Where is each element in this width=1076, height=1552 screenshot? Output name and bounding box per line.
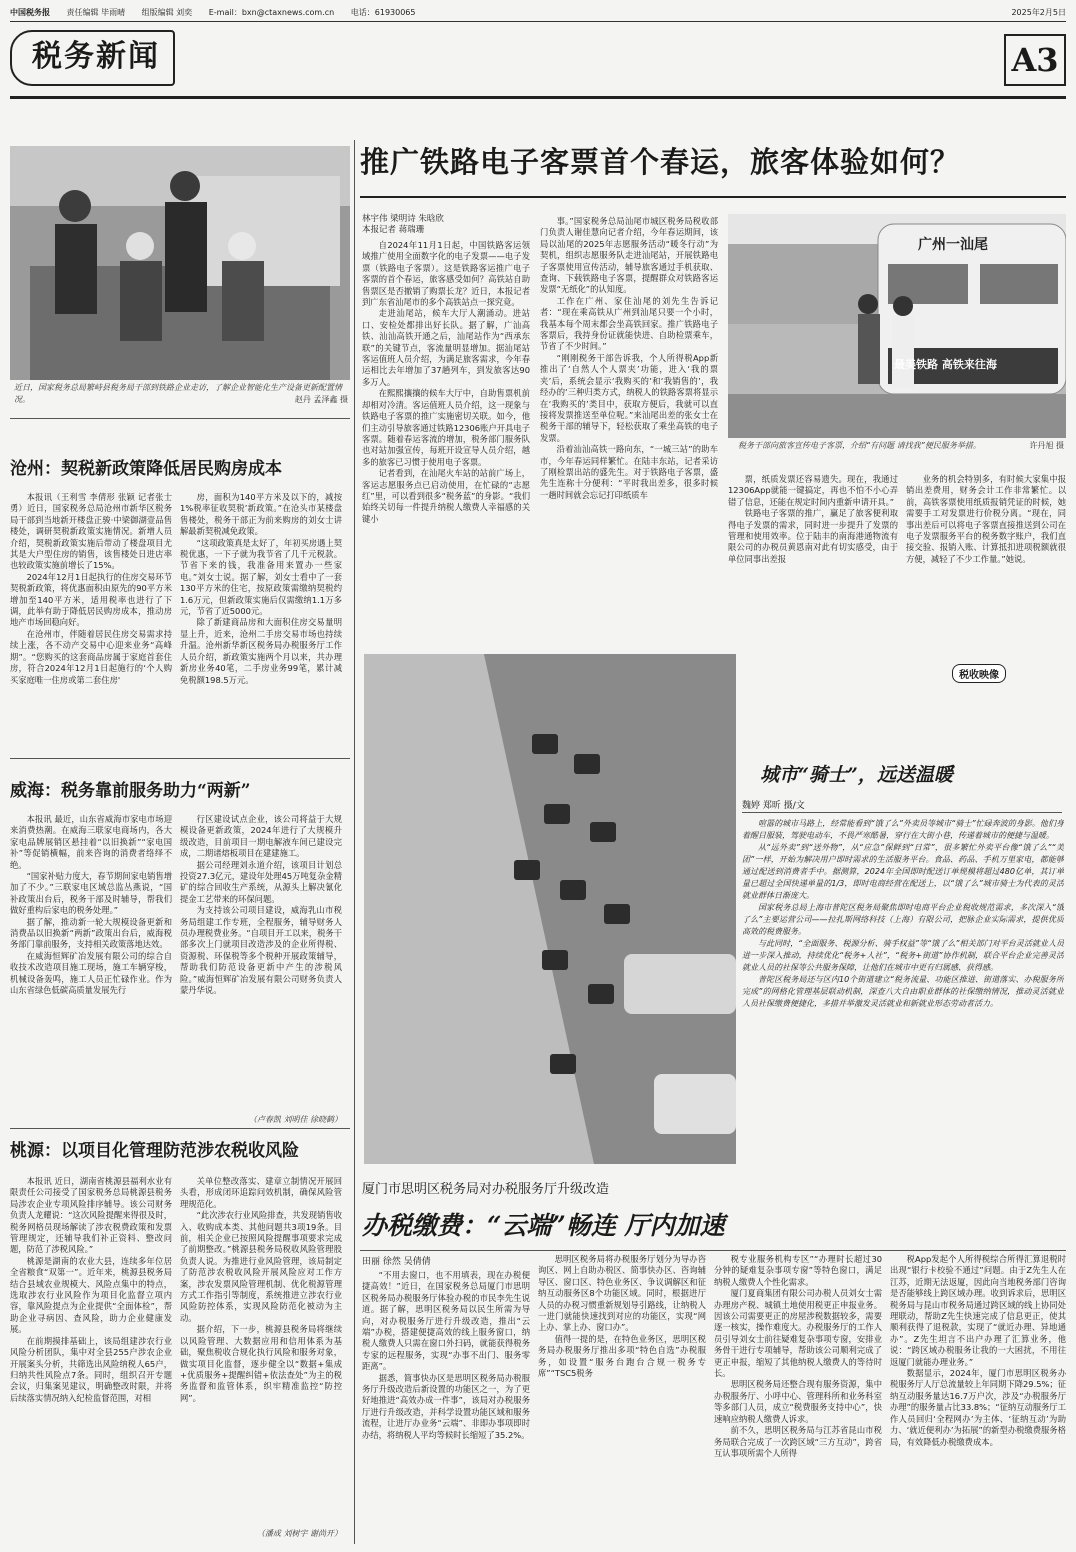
paragraph: “国家补贴力度大，春节期间家电销售增加了不少。”三联家电区域总监丛燕说，“国补政策出台后，税务干部及时辅导，帮我们做好重构后家电的税务处理。” (10, 871, 172, 916)
rail-col2 (540, 216, 718, 598)
rail-col3 (728, 474, 898, 598)
paragraph: “刚刚税务干部告诉我，个人所得税App新推出了‘自然人个人票夹’功能，进入‘我的票夹’后，系统会显示‘我购买的’和‘我销售的’，我经办的‘三种归类方式，纳税人的铁路客票将显示在‘我购买的’类目中，获取方便后，我就可以直接将发票推送至单位呢。”来汕尾出差的张女士在税务干部的辅导下，轻松获取了乘坐高铁的电子发票。 (540, 352, 718, 443)
section-title: 税务新闻 (10, 30, 175, 86)
weihai-headline: 威海：税务靠前服务助力“两新” (10, 781, 251, 801)
rail-authors: 林宇伟 梁明诗 朱晗欣 (362, 214, 444, 224)
paragraph: 记者看到，在汕尾火车站的站前广场上，客运志愿服务点已启动使用，在忙碌的“志愿红”里，可以看到很多“税务蓝”的身影。“我们始终关切每一件提升纳税人缴费人幸福感的关键小 (362, 468, 530, 524)
paragraph: 数据显示，2024年，厦门市思明区税务办税服务厅人厅总流量较上年同期下降29.5%；征纳互动服务量达16.7万户次，涉及“办税服务厅办理”的服务量占比33.8%；“征纳互动服务厅工作人员回归‘全程网办’为主体、‘征纳互动’为助力、‘就近便利办’为拓展”的新型办税缴费服务格局，有效降低办税缴费成本。 (890, 1368, 1066, 1447)
paragraph: 业务的机会特别多，有时候大家集中报销出差费用，财务会计工作非常繁忙。以前，高铁客票使用纸质报销凭证的时候，她需要手工对发票进行价税分离。“现在，同事出差后可以将电子客票直接推送到公司在电子发票服务平台的税务数字账户，我们直接交验、报销入账、计算抵扣进项税额就很方便，减轻了不少工作量。”她说。 (906, 474, 1066, 564)
photo-illustration (728, 214, 1066, 438)
xiamen-headline: 办税缴费：“云端”畅连 厅内加速 (362, 1211, 725, 1240)
paragraph: 走进汕尾站，候车大厅人潮涌动。进站口、安检处都排出好长队。据了解，广汕高铁、汕汕高铁开通之后，汕尾站作为“西承东联”的关键节点，客流量明显增加。据汕尾站客运值班人员介绍，为满足旅客需求，今年春运相比去年增加了37趟列车，到发旅客达90多万人。 (362, 308, 530, 387)
paragraph: 房，面积为140平方米及以下的，减按1%税率征收契税’新政策。”在沧头市某楼盘售楼处，税务干部正为前来购房的刘女士讲解最新契税减免政策。 (180, 492, 342, 537)
cangzhou-col1 (10, 492, 172, 750)
paragraph: 工作在广州、家住汕尾的刘先生告诉记者：“现在乘高铁从广州到汕尾只要一个小时，我基本每个周末都会坐高铁回家。推广铁路电子客票后，我持身份证就能快进、自助检票乘车，节省了不少时间。” (540, 295, 718, 352)
divider (10, 758, 350, 759)
editor: 责任编辑 毕雨晴 (66, 8, 126, 17)
taoyuan-col2 (180, 1176, 342, 1526)
xiamen-byline: 田丽 徐然 吴倩倩 (362, 1257, 431, 1267)
photo-rail-promotion (728, 214, 1066, 438)
paragraph: 关单位整改落实、建章立制情况开展回头看，形成闭环追踪问效机制，确保风险管理规范化。 (180, 1176, 342, 1209)
paragraph: 国家税务总局上海市普陀区税务局聚焦即时电商平台企业税收规范需求，多次深入“饿了么”主要运营公司——拉扎斯网络科技（上海）有限公司，把脉企业实际需求，提供优质高效的税费服务。 (742, 903, 1064, 936)
paper-name: 中国税务报 (10, 8, 50, 17)
paragraph: 沿着汕汕高铁一路向东，“一城三站”的助车市，今年春运同样繁忙。在陆丰东站，记者采访了刚检票出站的盛先生。对于铁路电子客票，盛先生连称十分便利：“平时我出差多，很多时候一趟时间就会忘记打印纸质车 (540, 444, 718, 500)
xiamen-col2 (538, 1254, 706, 1544)
paragraph: 本报讯（王利雪 李倩形 张颖 记者张士勇）近日，国家税务总局沧州市新华区税务局干部到当地新开楼盘正骏·中梁御湖壹品售楼处，调研契税新政策实施情况。新增人员介绍，契税新政策实施后带动了楼盘项目尤其是大户型住房的销售，该售楼处日进店率也较政策实施前增长了15%。 (10, 492, 172, 571)
paragraph: 思明区税务局将办税服务厅划分为导办咨询区、网上自助办税区、简事快办区、咨询辅导区、窗口区、特色业务区、争议调解区和征纳互动服务区8个功能区域。同时，根据进厅人员的办税习惯重新规划导引路线，让纳税人一进门就能快速找到对应的功能区，实现“网上办、掌上办、窗口办”。 (538, 1254, 706, 1333)
weihai-col1 (10, 814, 172, 1126)
riders-body (742, 818, 1064, 1162)
xiamen-subtitle: 厦门市思明区税务局对办税服务厅升级改造 (362, 1182, 610, 1197)
paragraph: 在前期摸排基础上，该局组建涉农行业风险分析团队，集中对全县255户涉农企业开展案头分析，共筛选出风险纳税人65户，归纳共性风险点7条。同时，组织召开专题会议，归集案见建议，明确整改时限，并将后续落实情况纳入纪检监督范围，对相 (10, 1335, 172, 1403)
email[interactable]: E-mail：bxn@ctaxnews.com.cn (208, 8, 335, 17)
paragraph: 2024年12月1日起执行的住房交易环节契税新政策，将优惠面积由原先的90平方米增加至140平方米，适用税率也进行了下调，此举有助于降低居民购房成本，推动房地产市场回稳向好。 (10, 571, 172, 628)
weihai-authors: （卢春凯 刘明佳 徐晓鹤） (248, 1115, 342, 1124)
taoyuan-headline: 桃源：以项目化管理防范涉农税收风险 (10, 1141, 299, 1161)
paragraph: “不用去窗口，也不用填表，现在办税便捷高效！”近日，在国家税务总局厦门市思明区税务局办税服务厅体验办税的市民李先生说道。据了解，思明区税务局以民生所需为导向，对办税服务厅进行升级改造，推出“云端”办税，搭建便捷高效的线上服务窗口，纳税人缴费人只需在窗口外扫码，就能获得税务专家的远程服务，实现“办事不出门、服务零距离”。 (362, 1270, 530, 1372)
page-number: A3 (1004, 34, 1066, 86)
paragraph: 桃源是湖南的农业大县，连续多年位居全省粮食“双第一”。近年来，桃源县税务局结合县域农业规模大、风险点集中的特点，选取涉农行业风险作为项目化监督立项内容，靠风险提点为企业提供“全面体检”，帮助企业寻病因、查风险，助力企业健康发展。 (10, 1255, 172, 1335)
paragraph: 铁路电子客票的推广，赢足了旅客便利取得电子发票的需求，同时进一步提升了发票的管理和使用效率。位于陆丰的南海港通物流有限公司的办税员黄恩南对此有切实感受，由于单位同事出差报 (728, 508, 898, 564)
taoyuan-col1 (10, 1176, 172, 1542)
rail-slogan: 最美铁路 高铁来往海 (894, 358, 997, 371)
paragraph: “此次涉农行业风险排查，共发现销售收入、收购成本类、其他问题共3项19条。目前，相关企业已按照风险提醒事项要求完成了前期整改。”桃源县税务局税收风险管理股负责人说。为推进行业风险管理，该局制定了防范涉农税收风险开展风险应对工作方案，涉农发票风险管理机制、优化税源管理方式工作指引等制度，系统推进立涉农行业风险防控体系，实现风险防范化被动为主动。 (180, 1210, 342, 1323)
paragraph: 在威海恒辉矿冶发展有限公司的综合自收技术改造项目施工现场，施工车辆穿梭，机械设备轰鸣，施工人员正忙碌作业。作为山东省绿色低碳高质量发展先行 (10, 950, 172, 996)
paragraph: 在熙熙攘攘的候车大厅中，自助售票机前却相对冷清。客运值班人员介绍，这一现象与铁路电子客票的推广实施密切关联。如今，他们主动引导旅客通过铁路12306账户开具电子客票。随着春运客流的增加，税务部门服务队也对站加强宣传，每班开设宣导人员介绍，越多的旅客已习惯于使用电子客票。 (362, 388, 530, 467)
rail-col4 (906, 474, 1066, 598)
phone: 电话：61930065 (350, 8, 416, 17)
paragraph: 为支持该公司项目建设，威海乳山市税务局组建工作专班，全程服务，辅导财务人员办理税费业务。“自项目开工以来，税务干部多次上门就项目改造涉及的企业所得税、资源税、环保税等多个税种开展政策辅导，帮助我们防范设备更新中产生的涉税风险。”威海恒辉矿冶发展有限公司财务负责人蒙丹华说。 (180, 905, 342, 996)
rail-photo-caption-text: 税务干部向旅客宣传电子客票，介绍“有问题 请找我”便民服务举措。 (738, 441, 981, 450)
photo1-caption (14, 382, 348, 406)
riders-headline: 城市“骑士”，远送温暖 (760, 764, 953, 786)
paragraph: “这项政策真是太好了，年初买房遇上契税优惠，一下子就为我节省了几千元税款。节省下来的钱，我准备用来置办一些家电。”刘女士说。据了解，刘女士看中了一套130平方米的住宅，按原政策需缴纳契税约1.6万元，但新政策实施后仅需缴纳1.1万多元，节省了近5000元。 (180, 537, 342, 617)
photo1-credit: 赵丹 孟泽鑫 摄 (294, 395, 348, 404)
header-rule (10, 96, 1066, 99)
paragraph: 从“远外卖”到“送外物”，从“应急”保鲜到“日常”，很多繁忙外卖平台像“饿了么”“美团”一样，开始为解决用户即时需求的生活服务平台。食品、药品、手机万里家电，都能够通过配送到消费者手中。据测算，2024年全国即时配送订单规模将超过480亿单，其订单量已超过全国快递单量的1/3，即时电商经营在配送上，以“饿了么”城市骑士为代表的灵活就业群体日渐庞大。 (742, 843, 1064, 900)
photo-enterprise-visit (10, 146, 350, 380)
paragraph: 与此同时，“全面服务、税源分析、骑手权益”等“饿了么”相关部门对平台灵活就业人员进一步深入推动，持续优化“税务+人社”，“税务+街道”协作机制，联合平台企业完善灵活就业人员的社保等公共服务保障，让他们在城市中更有归属感、获得感。 (742, 939, 1064, 972)
paragraph: 据悉，简事快办区是思明区税务局办税服务厅升级改造后新设置的功能区之一，为了更好地推进“高效办成一件事”，该局对办税服务厅进行升级改造，并科学设置功能区域和服务流程，让进厅办业务“云端”、非即办事项即时办结，将纳税人平均等候时长缩短了35.2%。 (362, 1372, 530, 1440)
weihai-col2 (180, 814, 342, 1110)
divider (10, 1128, 350, 1129)
issue-date: 2025年2月5日 (1011, 8, 1066, 17)
column-badge: 税收映像 (952, 664, 1006, 683)
layout-editor: 组版编辑 刘奕 (141, 8, 193, 17)
xiamen-col4 (890, 1254, 1066, 1544)
xiamen-col3 (714, 1254, 882, 1544)
paragraph: 税App发起个人所得税综合所得汇算退税时出现“银行卡校验不通过”问题。由于Z先生人在江苏，近期无法返厦，因此向当地税务部门咨询是否能够线上跨区域办理。收到诉求后，思明区税务局与昆山市税务局通过跨区域的线上协同处理联动，帮助Z先生快速完成了信息更正，使其顺利获得了退税款，实现了“就近办理、异地通办”。Z先生坦言不出户办理了汇算业务，他说：“跨区域办税服务让我的一大困扰，不用往返厦门就能办理业务。” (890, 1254, 1066, 1367)
paragraph: 据介绍，下一步，桃源县税务局将继续以风险管理、大数据应用和信用体系为基础，聚焦税收合规化执行风险和服务对象，做实项目化监督，逐步健全以“数据+集成+优质服务+提醒纠错+依法查处”为主的税务监督和监管体系，织牢精准监控“防控网”。 (180, 1324, 342, 1403)
cangzhou-headline: 沧州：契税新政策降低居民购房成本 (10, 459, 282, 479)
paragraph: 事。”国家税务总局汕尾市城区税务局税收部门负责人谢佳慧向记者介绍，今年春运期间，该局以汕尾的2025年志愿服务活动“暖冬行动”为契机，组织志愿服务队走进汕尾站，开展铁路电子客票使用宣传活动，辅导旅客通过手机获取、查询、下载铁路电子客票，提醒群众对铁路客运发票“无纸化”的认知度。 (540, 216, 718, 295)
paragraph: 本报讯 最近，山东省威海市家电市场迎来消费热潮。在威海三联家电商场内，各大家电品牌展销区悬挂着“以旧换新”“家电国补”等促销横幅，前来咨询的消费者络绎不绝。 (10, 814, 172, 870)
paragraph: 值得一提的是，在特色业务区，思明区税务局办税服务厅推出多项“特色自选”办税服务，如设置“服务台跑台合规一税务专席”“TSC5税务 (538, 1333, 706, 1379)
riders-byline: 魏婷 郑昕 摄/文 (742, 801, 805, 811)
xiamen-col1 (362, 1270, 530, 1544)
rail-photo-credit: 许丹旭 摄 (1029, 441, 1064, 450)
paragraph: 在沧州市，伴随着居民住房交易需求持续上涨，各不动产交易中心迎来业务“高峰期”。“您购买的这套商品房属于家庭首套住房，符合2024年12月1日起施行的‘个人购买家庭唯一住房或第二套住房' (10, 628, 172, 685)
column-divider (354, 140, 355, 1544)
photo1-caption-text: 近日，国家税务总局繁峙县税务局干部到铁路企业走访，了解企业智能化生产设备更新配置情况。 (14, 383, 342, 404)
paragraph: 行区建设试点企业，该公司将益于大规模设备更新政策，2024年进行了大规模升级改造，目前项目一期电解液车间已建设完成，二期诸熔板项目在建建施工。 (180, 814, 342, 859)
paragraph: 据了解，推动新一轮大规模设备更新和消费品以旧换新“两新”政策出台后，威海税务部门靠前服务，支持相关政策落地达效。 (10, 916, 172, 950)
paragraph: 税专业服务机构专区”“办理时长超过30分钟的疑难复杂事项专窗”等特色窗口，满足纳税人缴费人个性化需求。 (714, 1254, 882, 1287)
taoyuan-authors: （潘成 刘树宇 谢尚开） (256, 1529, 342, 1538)
rail-sign: 广州一汕尾 (918, 237, 988, 253)
divider (360, 1250, 1066, 1251)
rail-byline (362, 214, 444, 236)
photo-illustration (10, 146, 350, 380)
paragraph: 厦门夏商集团有限公司办税人员刘女士需办理房产税、城镇土地使用税更正申报业务。因该公司需要更正的房屋涉税数据较多，需要逐一核实，操作难度大。办税服务厅的工作人员引导刘女士前往疑难复杂事项专窗，安排业务骨干进行专项辅导，帮助该公司顺利完成了更正申报，缩短了其他纳税人缴费人的等待时长。 (714, 1288, 882, 1379)
divider (10, 418, 350, 419)
photo-delivery-riders (364, 654, 736, 1164)
paragraph: 本报讯 近日，湖南省桃源县福利水业有限责任公司接受了国家税务总局桃源县税务局涉农企业专项风险排序辅导。该公司财务负责人龙耀说：“这次风险提醒来得很及时，税务网格员现场解读了涉农税费政策和发票管理规定，还辅导我们补正资料、整改问题，防范了涉税风险。” (10, 1176, 172, 1255)
divider (742, 812, 1062, 813)
paragraph: 前不久，思明区税务局与江苏省昆山市税务局联合完成了一次跨区域“三方互动”，跨省互认事项所需个人所得 (714, 1425, 882, 1458)
photo-illustration (364, 654, 736, 1164)
paragraph: 票，纸质发票还容易遗失。现在，我通过12306App就能一键搞定，再也不怕不小心弄错了信息，还能在规定时间内重新申请开具。” (728, 474, 898, 507)
paragraph: 除了新建商品房和大面积住房交易量明显上升，近来，沧州二手房交易市场也持续升温。沧州新华新区税务局办税服务厅工作人员介绍，新政策实施两个月以来，共办理新房业务40笔，二手房业务99笔，累计减免税额198.5万元。 (180, 617, 342, 685)
paragraph: 据公司经理刘永道介绍，该项目计划总投资27.3亿元，建设年处理45万吨复杂金精矿的综合回收生产系统，从源头上解决氰化提金工艺带来的环保问题。 (180, 859, 342, 904)
paragraph: 喧嚣的城市马路上，经常能看到“饿了么”外卖员等城市“骑士”忙碌奔波的身影。他们身着醒目服装，驾驶电动车，不畏严寒酷暑，穿行在大街小巷，传递着城市的便捷与温暖。 (742, 819, 1064, 840)
paragraph: 思明区税务局还整合现有服务资源，集中办税服务厅、小呼中心、管理科所和业务科室等多部门人员，成立“税费服务支持中心”，快速响应纳税人缴费人诉求。 (714, 1379, 882, 1424)
divider (360, 196, 1066, 198)
rail-col1 (362, 240, 530, 598)
rail-photo-caption (738, 440, 1064, 452)
paragraph: 自2024年11月1日起，中国铁路客运领域推广使用全面数字化的电子发票——电子发票（铁路电子客票）。这是铁路客运推广电子客票的首个春运，旅客感受如何？高铁站自助售票区是否撤销了购票长龙？近日，本报记者到广东省汕尾市的多个高铁站点一探究竟。 (362, 240, 530, 308)
cangzhou-col2 (180, 492, 342, 750)
rail-reporter: 本报记者 蒋瑞珊 (362, 225, 425, 235)
paragraph: 普陀区税务局还与区内10个街道建立“税务流量、功能区推进、街道落实、办税服务所完成”的网格化管理基层联动机制，深查八大自由职业群体的社保缴纳情况，推动灵活就业人员社保缴费便捷化，多措并举激发灵活就业和新就业形态劳动者活力。 (742, 975, 1064, 1008)
rail-headline: 推广铁路电子客票首个春运，旅客体验如何？ (360, 145, 961, 179)
header-strip (10, 6, 1066, 22)
